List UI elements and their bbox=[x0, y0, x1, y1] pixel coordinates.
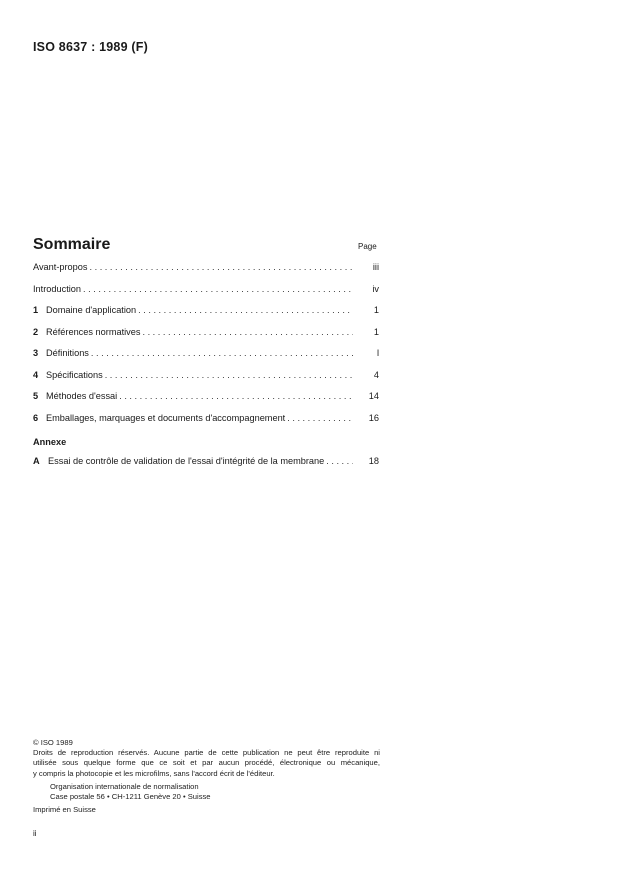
toc-entry-page: 16 bbox=[368, 412, 379, 423]
copyright-text: Droits de reproduction réservés. Aucune partie de cette publication ne peut être reproduite ni bbox=[33, 748, 380, 758]
publisher-address: Case postale 56 • CH-1211 Genève 20 • Suisse bbox=[50, 792, 211, 802]
toc-leader-dots bbox=[326, 456, 353, 466]
toc-leader-dots bbox=[119, 391, 353, 401]
copyright-text: utilisée sous quelque forme que ce soit et par aucun procédé, électronique ou mécanique, bbox=[33, 758, 380, 768]
toc-entry-text: Essai de contrôle de validation de l'essai d'intégrité de la membrane bbox=[48, 455, 325, 466]
toc-entry-text: Spécifications bbox=[46, 369, 103, 380]
toc-entry-5[interactable] bbox=[33, 391, 379, 413]
toc-leader-dots bbox=[91, 348, 353, 358]
toc-entry-text: Méthodes d'essai bbox=[46, 391, 118, 401]
table-of-contents bbox=[33, 262, 379, 477]
toc-leader-dots bbox=[287, 413, 353, 423]
toc-leader-dots bbox=[142, 327, 353, 337]
copyright-notice bbox=[33, 738, 380, 815]
toc-leader-dots bbox=[105, 370, 353, 380]
toc-entry-number: 2 bbox=[33, 326, 39, 337]
copyright-text: y compris la photocopie et les microfilms, sans l'accord écrit de l'éditeur. bbox=[33, 768, 275, 778]
toc-entry-number: 5 bbox=[33, 391, 39, 401]
toc-entry-4[interactable] bbox=[33, 370, 379, 392]
toc-leader-dots bbox=[83, 284, 353, 294]
toc-entry-page: l bbox=[376, 348, 379, 358]
publisher-name: Organisation internationale de normalisation bbox=[50, 781, 199, 791]
toc-entry-6[interactable] bbox=[33, 413, 379, 435]
toc-leader-dots bbox=[89, 262, 353, 272]
toc-entry-page: 18 bbox=[368, 455, 379, 466]
toc-entry-number: 3 bbox=[33, 348, 39, 358]
toc-entry-text: Emballages, marquages et documents d'accompagnement bbox=[46, 412, 286, 423]
printed-in: Imprimé en Suisse bbox=[33, 805, 96, 815]
page-column-label: Page bbox=[358, 242, 377, 251]
toc-entry-2[interactable] bbox=[33, 327, 379, 349]
toc-entry-page: iii bbox=[372, 262, 379, 272]
toc-entry-number: A bbox=[33, 455, 40, 466]
toc-entry-page: 4 bbox=[373, 369, 379, 380]
toc-leader-dots bbox=[138, 305, 353, 315]
toc-entry-text: Domaine d'application bbox=[46, 305, 137, 315]
toc-entry-page: 14 bbox=[368, 391, 379, 401]
toc-entry-avant-propos[interactable] bbox=[33, 262, 379, 284]
toc-entry-page: iv bbox=[372, 283, 379, 294]
toc-entry-number: 6 bbox=[33, 412, 39, 423]
annexe-heading: Annexe bbox=[33, 437, 67, 447]
copyright-line: © ISO 1989 bbox=[33, 738, 73, 747]
toc-entry-text: Définitions bbox=[46, 348, 89, 358]
toc-entry-text: Avant-propos bbox=[33, 262, 88, 272]
toc-entry-text: Références normatives bbox=[46, 326, 141, 337]
toc-entry-introduction[interactable] bbox=[33, 284, 379, 306]
toc-entry-text: Introduction bbox=[33, 283, 82, 294]
page-number: ii bbox=[33, 829, 37, 838]
toc-entry-annex-a[interactable] bbox=[33, 456, 379, 478]
toc-entry-page: 1 bbox=[373, 305, 379, 315]
toc-entry-page: 1 bbox=[373, 326, 379, 337]
page-title: Sommaire bbox=[33, 236, 111, 253]
toc-entry-3[interactable] bbox=[33, 348, 379, 370]
document-header: ISO 8637 : 1989 (F) bbox=[33, 40, 148, 54]
toc-entry-number: 4 bbox=[33, 369, 39, 380]
toc-entry-1[interactable] bbox=[33, 305, 379, 327]
toc-entry-number: 1 bbox=[33, 305, 39, 315]
